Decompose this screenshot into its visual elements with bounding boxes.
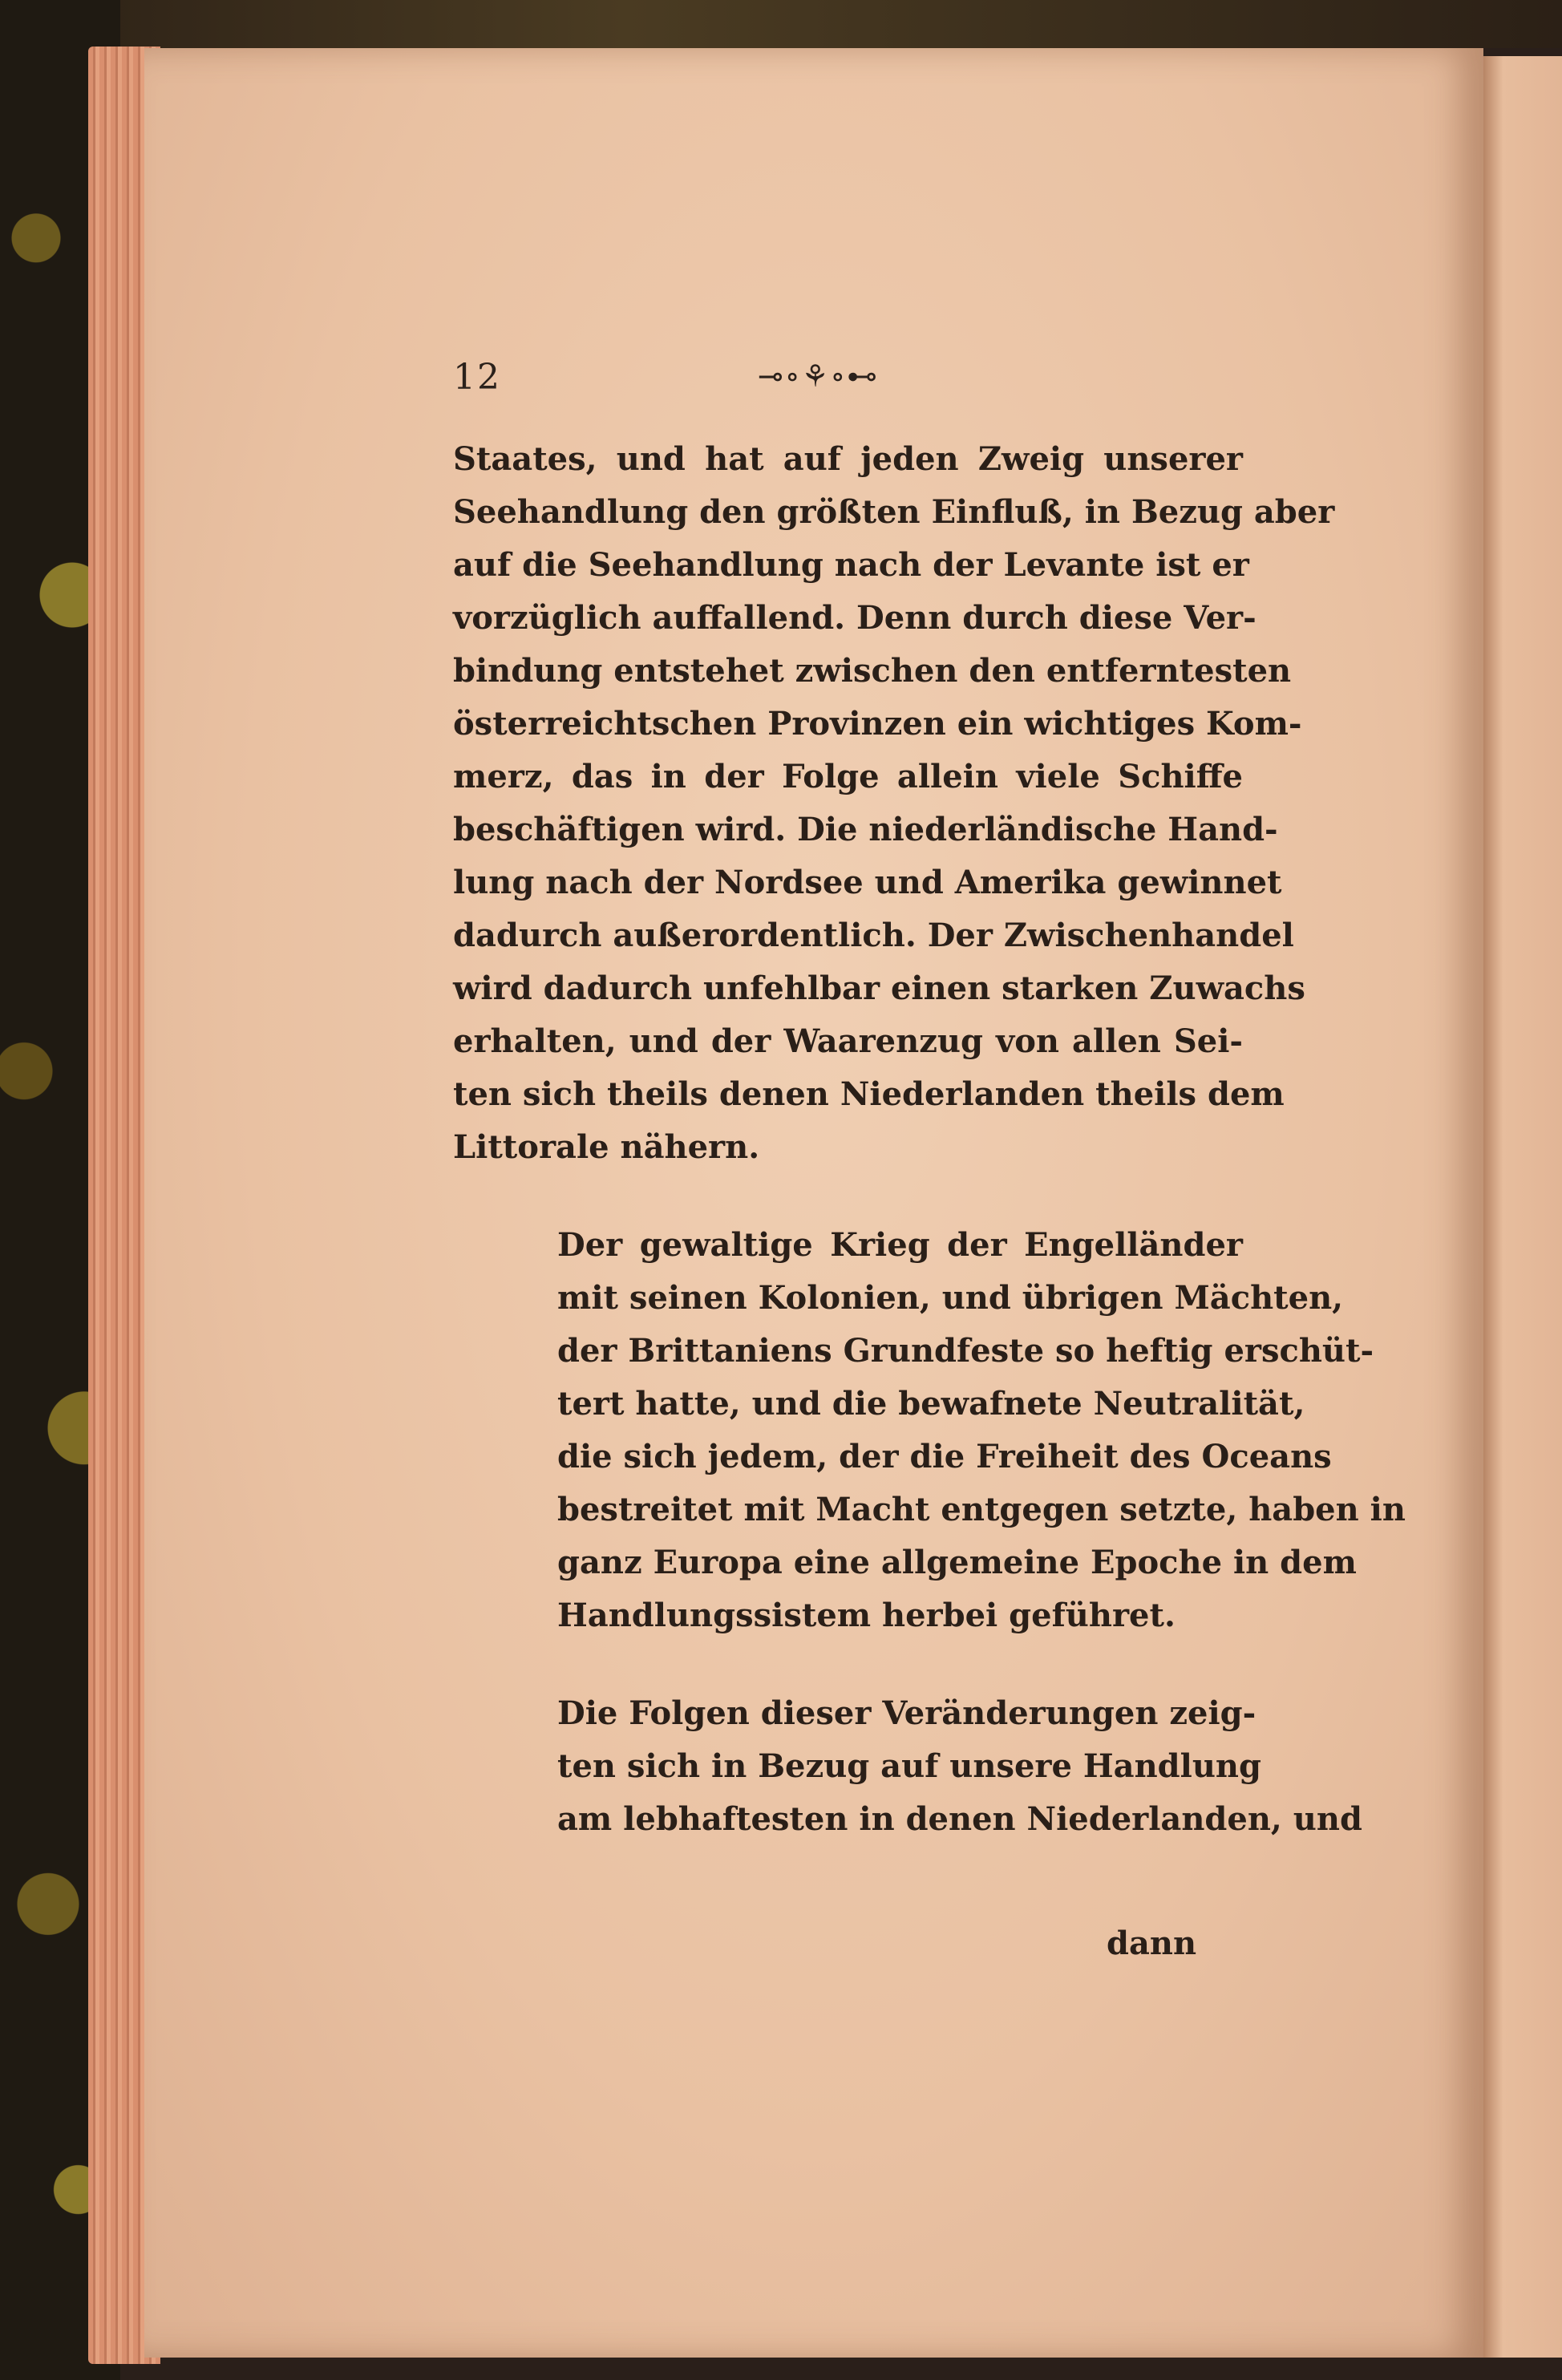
text-line: ten sich theils denen Niederlanden theils dem: [453, 1075, 1285, 1113]
body-text: [453, 433, 1406, 1846]
text-line: der Brittaniens Grundfeste so heftig erschüt-: [557, 1332, 1374, 1370]
text-line: bindung entstehet zwischen den entferntesten: [453, 652, 1292, 690]
text-line: lung nach der Nordsee und Amerika gewinnet: [453, 864, 1282, 901]
text-line: tert hatte, und die bewafnete Neutralität,: [557, 1385, 1305, 1423]
text-line: die sich jedem, der die Freiheit des Oceans: [557, 1438, 1332, 1475]
paragraph-1: [453, 433, 1335, 1174]
page-number: 12: [453, 357, 501, 398]
facing-page-edge: [1483, 56, 1562, 2358]
text-line: merz, das in der Folge allein viele Schiffe: [453, 758, 1243, 795]
catchword: dann: [1107, 1925, 1197, 1962]
text-line: erhalten, und der Waarenzug von allen Sei-: [453, 1022, 1243, 1060]
text-line: am lebhaftesten in denen Niederlanden, und: [557, 1800, 1362, 1838]
page-header: [453, 357, 1239, 405]
book-cover-top: [0, 0, 1562, 48]
text-line: vorzüglich auffallend. Denn durch diese Ver-: [453, 599, 1256, 637]
text-line: auf die Seehandlung nach der Levante ist er: [453, 546, 1249, 584]
text-line: beschäftigen wird. Die niederländische Hand-: [453, 811, 1278, 848]
text-line: mit seinen Kolonien, und übrigen Mächten,: [557, 1279, 1344, 1317]
text-line: ten sich in Bezug auf unsere Handlung: [557, 1747, 1261, 1785]
paragraph-3: [453, 1687, 1362, 1846]
text-line: Littorale nähern.: [453, 1128, 760, 1166]
text-line: bestreitet mit Macht entgegen setzte, haben in: [557, 1491, 1406, 1528]
text-line: dadurch außerordentlich. Der Zwischenhandel: [453, 917, 1294, 954]
header-ornament: ⊸∘⚘∘⊷: [758, 358, 880, 394]
text-line: österreichtschen Provinzen ein wichtiges Kom-: [453, 705, 1302, 743]
text-line: Der gewaltige Krieg der Engelländer: [557, 1226, 1243, 1264]
text-line: Die Folgen dieser Veränderungen zeig-: [557, 1694, 1256, 1732]
text-line: Seehandlung den größten Einfluß, in Bezug aber: [453, 493, 1335, 531]
text-line: wird dadurch unfehlbar einen starken Zuwachs: [453, 969, 1305, 1007]
paragraph-2: [453, 1219, 1406, 1642]
text-line: ganz Europa eine allgemeine Epoche in dem: [557, 1544, 1357, 1581]
text-line: Staates, und hat auf jeden Zweig unserer: [453, 440, 1243, 478]
text-line: Handlungssistem herbei geführet.: [557, 1597, 1176, 1634]
